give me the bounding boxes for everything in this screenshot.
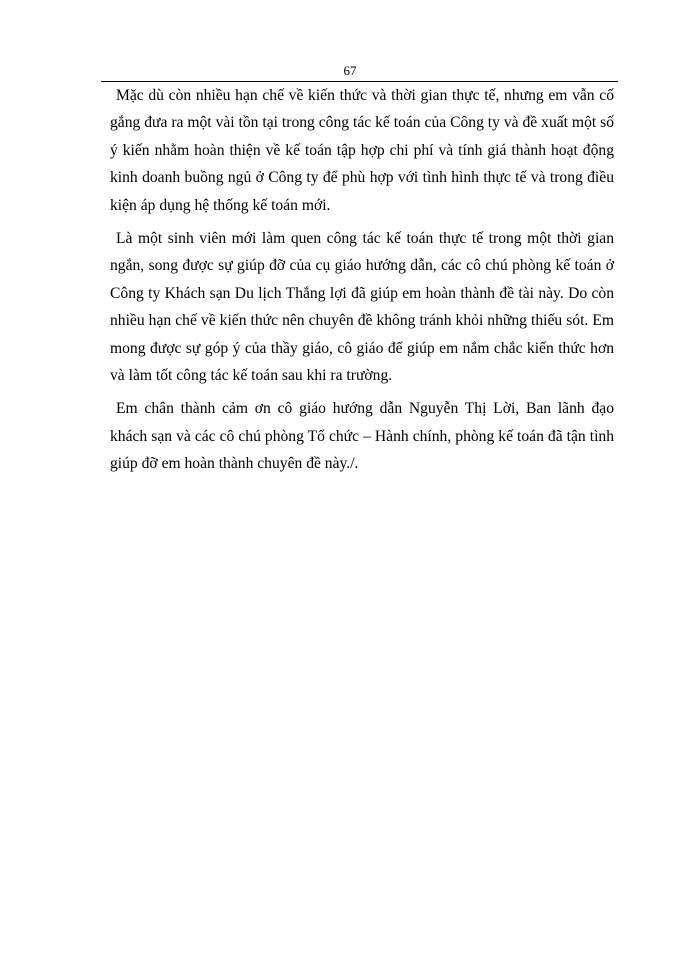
paragraph-thanks: Em chân thành cảm ơn cô giáo hướng dẫn Nguyễn Thị Lời, Ban lãnh đạo khách sạn và các cô chú phòng Tổ chức – Hành chính, phòng kế toán đã tận tình giúp đỡ em hoàn thành chuyên đề này./.: [110, 400, 614, 473]
paragraph-acknowledgement: Là một sinh viên mới làm quen công tác kế toán thực tế trong một thời gian ngắn, song được sự giúp đỡ của cụ giáo hướng dẫn, các cô chú phòng kế toán ở Công ty Khách sạn Du lịch Thắng lợi đã giúp em hoàn thành đề tài này. Do còn nhiều hạn chế về kiến thức nên chuyên đề không tránh khỏi những thiếu sót. Em mong được sự góp ý của thầy giáo, cô giáo để giúp em nắm chắc kiến thức hơn và làm tốt công tác kế toán sau khi ra trường.: [110, 230, 614, 385]
page-number: 67: [343, 63, 357, 78]
body-text: [110, 82, 614, 484]
paragraph-conclusion: Mặc dù còn nhiều hạn chế về kiến thức và thời gian thực tế, nhưng em vẫn cố gắng đưa ra một vài tồn tại trong công tác kế toán của Công ty và đề xuất một số ý kiến nhằm hoàn thiện về kế toán tập hợp chi phí và tính giá thành hoạt động kinh doanh buồng ngủ ở Công ty để phù hợp với tình hình thực tế và trong điều kiện áp dụng hệ thống kế toán mới.: [110, 87, 614, 214]
